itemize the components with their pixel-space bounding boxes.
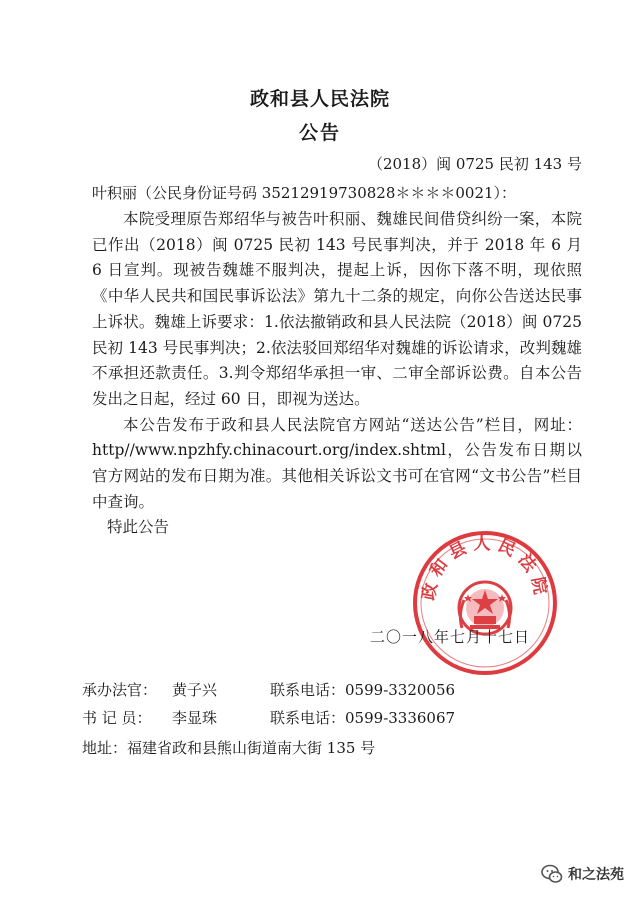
body-paragraph-1: 本院受理原告郑绍华与被告叶积丽、魏雄民间借贷纠纷一案，本院已作出（2018）闽 0725 民初 143 号民事判决，并于 2018 年 6 月 6 日宣判。现被告魏雄不服判决，提起上诉，因你下落不明，现依照《中华人民共和国民事诉讼法》第九十二条的规定，向你公告送达民事上诉状。魏雄上诉要求：1.依法撤销政和县人民法院（2018）闽 0725 民初 143 号民事判决；2.依法驳回郑绍华对魏雄的诉讼请求，改判魏雄不承担还款责任。3.判令郑绍华承担一审、二审全部诉讼费。自本公告发出之日起，经过 60 日，即视为送达。 [92, 210, 582, 408]
wechat-account-icon [540, 862, 564, 886]
contact-role: 承办法官： [82, 681, 158, 699]
contact-row-clerk [82, 704, 455, 732]
court-address: 地址：福建省政和县熊山街道南大街 135 号 [82, 739, 376, 757]
contact-role: 书 记 员： [82, 709, 152, 727]
notice-title: 公告 [298, 122, 341, 144]
account-watermark [540, 862, 624, 886]
contact-row-judge [82, 676, 455, 704]
notice-date: 二〇一八年七月十七日 [370, 628, 531, 646]
contact-phone: 0599-3336067 [345, 709, 456, 727]
addressee: 叶积丽（公民身份证号码 35212919730828＊＊＊＊0021）： [92, 184, 517, 202]
phone-label: 联系电话： [270, 709, 346, 727]
closing-text: 特此公告 [107, 518, 170, 537]
contact-name: 李显珠 [172, 709, 218, 727]
court-seal [410, 528, 560, 678]
contact-name: 黄子兴 [172, 681, 218, 699]
notice-body [92, 207, 582, 541]
contact-block [82, 676, 455, 762]
case-number: （2018）闽 0725 民初 143 号 [367, 155, 582, 173]
phone-label: 联系电话： [270, 681, 346, 699]
court-name: 政和县人民法院 [249, 88, 390, 110]
seal-text: 政和县人民法院 [418, 533, 552, 602]
contact-phone: 0599-3320056 [345, 681, 456, 699]
body-paragraph-2: 本公告发布于政和县人民法院官方网站“送达公告”栏目，网址：http//www.npzhfy.chinacourt.org/index.shtml，公告发布日期以官方网站的发布日期为准。其他相关诉讼文书可在官网“文书公告”栏目中查询。 [92, 415, 582, 511]
watermark-text: 和之法苑 [568, 867, 624, 883]
